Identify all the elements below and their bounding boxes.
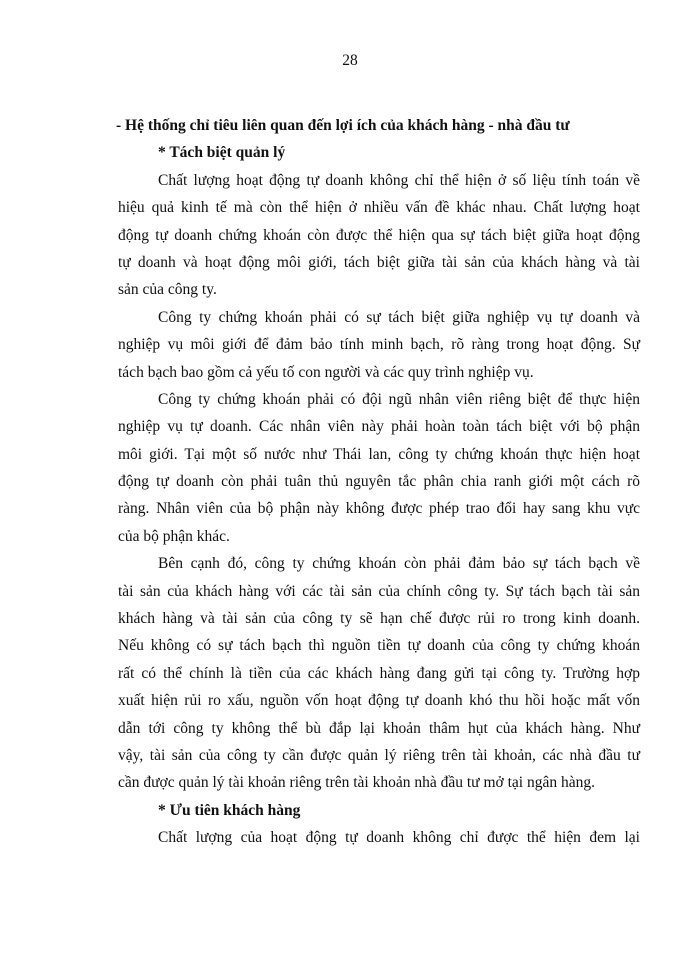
- paragraph-2: [118, 304, 640, 386]
- paragraph-line: khách hàng và tài sản của công ty sẽ hạn chế được rủi ro trong kinh doanh.: [118, 610, 640, 628]
- paragraph-line: tài sản của khách hàng với các tài sản của chính công ty. Sự tách bạch tài sản: [118, 582, 640, 600]
- paragraph-line: rất có thể chính là tiền của các khách hàng đang gửi tại công ty. Trường hợp: [118, 664, 640, 682]
- document-body: [118, 112, 640, 852]
- paragraph-line: nghiệp vụ tự doanh. Các nhân viên này phải hoàn toàn tách biệt với bộ phận: [118, 418, 640, 436]
- paragraph-line: của bộ phận khác.: [118, 527, 230, 545]
- paragraph-line: Bên cạnh đó, công ty chứng khoán còn phải đảm bảo sự tách bạch về: [158, 555, 640, 573]
- paragraph-line: môi giới. Tại một số nước như Thái lan, công ty chứng khoán thực hiện hoạt: [118, 445, 640, 463]
- paragraph-line: Nếu không có sự tách bạch thì nguồn tiền tự doanh của công ty chứng khoán: [118, 637, 640, 655]
- paragraph-line: động tự doanh còn phải tuân thủ nguyên tắc phân chia ranh giới một cách rõ: [118, 473, 640, 491]
- paragraph-line: Chất lượng hoạt động tự doanh không chỉ thể hiện ở số liệu tính toán về: [158, 171, 640, 189]
- paragraph-line: xuất hiện rủi ro xấu, nguồn vốn hoạt động tự doanh khó thu hồi hoặc mất vốn: [118, 692, 640, 710]
- paragraph-line: Công ty chứng khoán phải có đội ngũ nhân viên riêng biệt để thực hiện: [158, 390, 640, 408]
- paragraph-4: [118, 550, 640, 797]
- paragraph-line: động tự doanh chứng khoán còn được thể hiện qua sự tách biệt giữa hoạt động: [118, 226, 640, 244]
- paragraph-line: hiệu quả kinh tế mà còn thể hiện ở nhiều vấn đề khác nhau. Chất lượng hoạt: [118, 199, 640, 217]
- paragraph-1: [118, 167, 640, 304]
- page-number: 28: [342, 52, 358, 69]
- paragraph-line: nghiệp vụ môi giới để đảm bảo tính minh bạch, rõ ràng trong hoạt động. Sự: [118, 336, 640, 354]
- paragraph-line: dẫn tới công ty không thể bù đắp lại khoản thâm hụt của khách hàng. Như: [118, 719, 640, 737]
- paragraph-line: sản của công ty.: [118, 281, 217, 299]
- paragraph-3: [118, 386, 640, 550]
- paragraph-line: cần được quản lý tài khoản riêng trên tài khoản nhà đầu tư mở tại ngân hàng.: [118, 774, 595, 792]
- paragraph-line: Chất lượng của hoạt động tự doanh không chỉ được thể hiện đem lại: [158, 829, 640, 847]
- paragraph-line: vậy, tài sản của công ty cần được quản lý riêng trên tài khoản, các nhà đầu tư: [118, 746, 640, 764]
- paragraph-line: Công ty chứng khoán phải có sự tách biệt giữa nghiệp vụ tự doanh và: [158, 308, 640, 326]
- paragraph-line: tách bạch bao gồm cả yếu tố con người và các quy trình nghiệp vụ.: [118, 363, 534, 381]
- section-heading: - Hệ thống chỉ tiêu liên quan đến lợi ích của khách hàng - nhà đầu tư: [116, 117, 570, 134]
- paragraph-line: tự doanh và hoạt động môi giới, tách biệt giữa tài sản của khách hàng và tài: [118, 253, 640, 271]
- paragraph-5: [118, 824, 640, 851]
- paragraph-line: ràng. Nhân viên của bộ phận này không được phép trao đổi hay sang khu vực: [118, 500, 640, 518]
- subsection-title-tach-biet: * Tách biệt quản lý: [158, 144, 286, 162]
- subsection-title-uu-tien: * Ưu tiên khách hàng: [158, 801, 301, 819]
